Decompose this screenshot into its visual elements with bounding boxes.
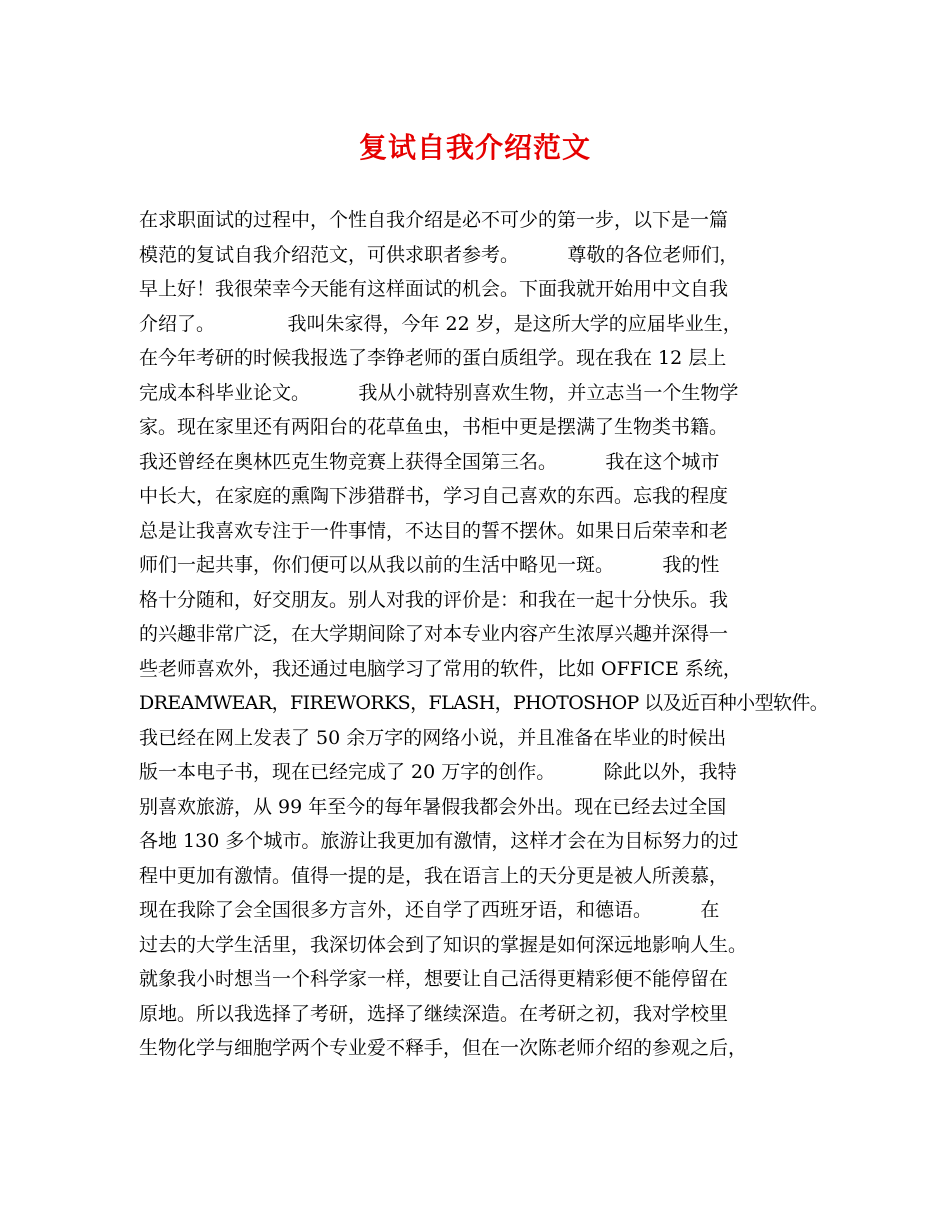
paragraph-line: 原地。所以我选择了考研，选择了继续深造。在考研之初，我对学校里 xyxy=(139,1002,729,1025)
paragraph-line: 介绍了。 我叫朱家得，今年 22 岁，是这所大学的应届毕业生， xyxy=(139,312,742,335)
paragraph-line: 过去的大学生活里，我深切体会到了知识的掌握是如何深远地影响人生。 xyxy=(139,933,748,956)
paragraph-line: 模范的复试自我介绍范文，可供求职者参考。 尊敬的各位老师们， xyxy=(139,243,739,266)
paragraph-line: 各地 130 多个城市。旅游让我更加有激情，这样才会在为目标努力的过 xyxy=(139,830,739,852)
paragraph-line: 总是让我喜欢专注于一件事情，不达目的誓不摆休。如果日后荣幸和老 xyxy=(139,519,729,542)
paragraph-line: 早上好！我很荣幸今天能有这样面试的机会。下面我就开始用中文自我 xyxy=(139,278,729,300)
paragraph-line: 别喜欢旅游，从 99 年至今的每年暑假我都会外出。现在已经去过全国 xyxy=(139,795,727,818)
paragraph-line: 家。现在家里还有两阳台的花草鱼虫，书柜中更是摆满了生物类书籍。 xyxy=(139,416,729,438)
paragraph-line: 在今年考研的时候我报选了李铮老师的蛋白质组学。现在我在 12 层上 xyxy=(139,347,727,369)
document-body xyxy=(139,203,829,1066)
paragraph-line: 版一本电子书，现在已经完成了 20 万字的创作。 除此以外，我特 xyxy=(139,761,737,783)
paragraph-line: 的兴趣非常广泛，在大学期间除了对本专业内容产生浓厚兴趣并深得一 xyxy=(139,623,729,645)
paragraph-line: 格十分随和，好交朋友。别人对我的评价是：和我在一起十分快乐。我 xyxy=(139,588,729,611)
paragraph-line: 就象我小时想当一个科学家一样，想要让自己活得更精彩便不能停留在 xyxy=(139,968,729,990)
paragraph-line: 些老师喜欢外，我还通过电脑学习了常用的软件，比如 OFFICE 系统， xyxy=(139,657,742,680)
paragraph-line: DREAMWEAR，FIREWORKS，FLASH，PHOTOSHOP 以及近百种小型软件。 xyxy=(139,692,829,714)
paragraph-line: 现在我除了会全国很多方言外，还自学了西班牙语，和德语。 在 xyxy=(139,899,720,921)
paragraph-line: 生物化学与细胞学两个专业爱不释手，但在一次陈老师介绍的参观之后， xyxy=(139,1037,748,1059)
paragraph-line: 程中更加有激情。值得一提的是，我在语言上的天分更是被人所羡慕， xyxy=(139,864,729,887)
paragraph-line: 师们一起共事，你们便可以从我以前的生活中略见一斑。 我的性 xyxy=(139,554,720,576)
document-title: 复试自我介绍范文 xyxy=(358,131,591,164)
paragraph-line: 我已经在网上发表了 50 余万字的网络小说，并且准备在毕业的时候出 xyxy=(139,726,727,749)
paragraph-line: 我还曾经在奥林匹克生物竞赛上获得全国第三名。 我在这个城市 xyxy=(139,450,720,473)
paragraph-line: 中长大，在家庭的熏陶下涉猎群书，学习自己喜欢的东西。忘我的程度 xyxy=(139,485,729,507)
paragraph-line: 完成本科毕业论文。 我从小就特别喜欢生物，并立志当一个生物学 xyxy=(139,381,739,404)
paragraph-line: 在求职面试的过程中，个性自我介绍是必不可少的第一步，以下是一篇 xyxy=(139,209,729,231)
